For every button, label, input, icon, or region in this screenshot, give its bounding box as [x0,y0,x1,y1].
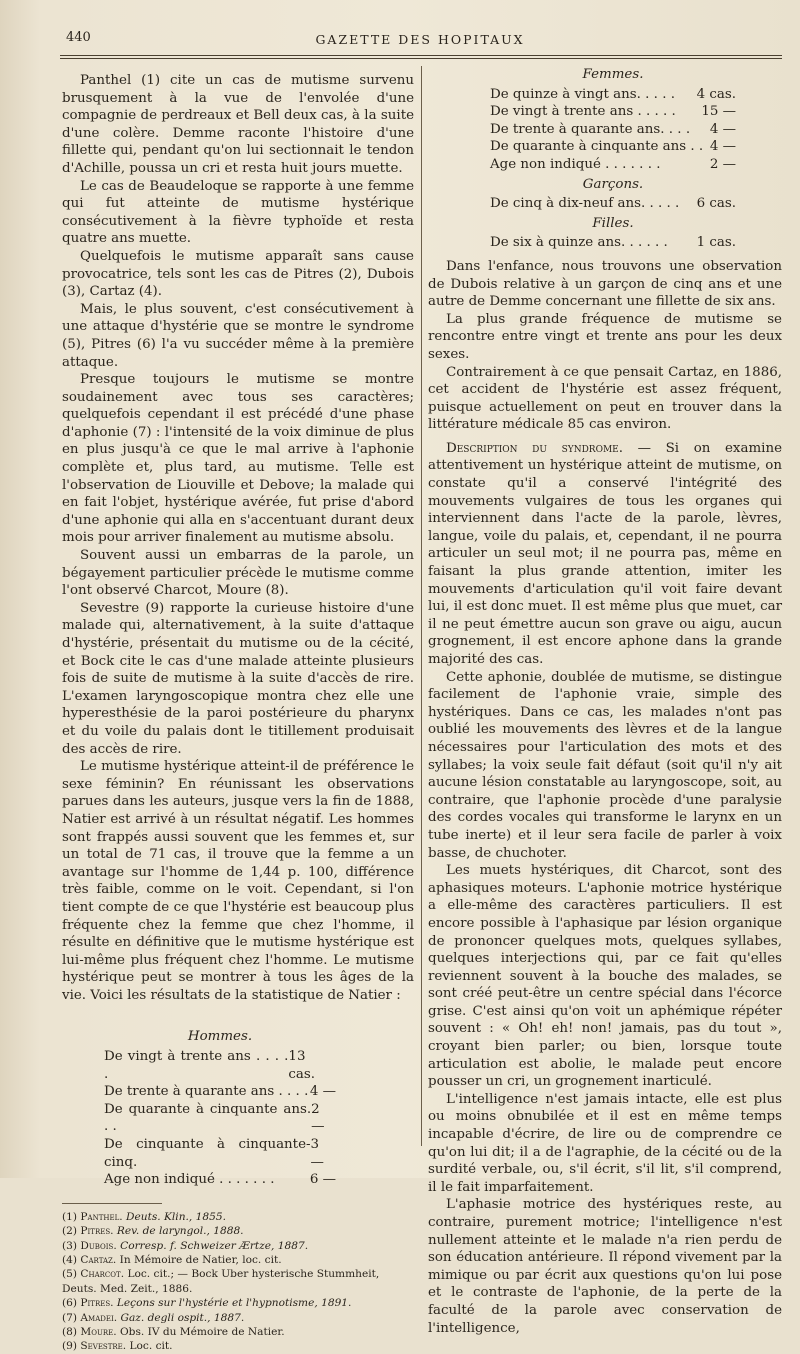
table-row [490,103,736,121]
row-label: De cinquante à cinquante-cinq. [104,1137,311,1170]
row-value: 4 — [709,139,736,155]
header-rule [60,55,782,56]
row-label: De vingt à trente ans . . . . . [104,1049,289,1082]
section-paragraph [428,440,782,669]
row-value: 4 — [309,1084,336,1100]
table-row [104,1048,336,1083]
footnote: (1) Panthel. Deuts. Klin., 1855. [62,1210,226,1223]
table-femmes [490,66,736,252]
row-label: De quarante à cinquante ans . . [490,139,704,155]
row-value: 6 — [309,1172,336,1188]
footnote: (6) Pitres. Leçons sur l'hystérie et l'hypnotisme, 1891. [62,1297,352,1310]
table-hommes [104,1028,336,1188]
row-label: De quarante à cinquante ans. . . [104,1101,312,1135]
row-value: 2 — [709,156,736,172]
row-value: 13 cas. [288,1049,316,1082]
paragraph: Mais, le plus souvent, c'est consécutivement à une attaque d'hystérie que se montre le syndrome (5), Pitres (6) l'a vu succéder même à la première attaque. [62,301,414,370]
row-label: Age non indiqué . . . . . . . [104,1172,275,1188]
column-divider [421,66,422,1146]
table-row [490,234,736,252]
paragraph: La plus grande fréquence de mutisme se rencontre entre vingt et trente ans pour les deux sexes. [428,311,782,362]
table-row [104,1101,336,1136]
footnote: (9) Sevestre. Loc. cit. [62,1340,173,1353]
left-column [62,72,414,1354]
row-label: Age non indiqué . . . . . . . [490,156,661,172]
table-row [490,138,736,156]
footnote: (8) Moure. Obs. IV du Mémoire de Natier. [62,1326,285,1339]
row-value: 3 — [310,1137,324,1170]
footnote: (5) Charcot. Loc. cit.; — Bock Uber hysterische Stummheit, Deuts. Med. Zeit., 1886. [62,1268,380,1295]
footnote: (2) Pitres. Rev. de laryngol., 1888. [62,1225,244,1238]
paragraph: Panthel (1) cite un cas de mutisme survenu brusquement à la vue de l'envolée d'une compagnie de perdreaux et Bell deux cas, à la suite d'une colère. Demme raconte l'histoire d'une fillette qui, pendant qu'on lui sectionnait le tendon d'Achille, poussa un cri et resta huit jours muette. [62,73,414,176]
footnote: (4) Cartaz. In Mémoire de Natier, loc. cit. [62,1254,282,1267]
row-label: De trente à quarante ans. . . . [490,121,691,137]
journal-title: GAZETTE DES HOPITAUX [315,32,525,47]
paragraph: Dans l'enfance, nous trouvons une observation de Dubois relative à un garçon de cinq ans et une autre de Demme concernant une fillette de six ans. [428,258,782,310]
footnote: (3) Dubois. Corresp. f. Schweizer Ærtze, 1887. [62,1239,309,1252]
row-value: 6 cas. [696,196,736,212]
paragraph: L'aphasie motrice des hystériques reste, au contraire, purement motrice; l'intelligence n'est nullement atteinte et le malade n'a rien perdu de son éducation antérieure. Il répond vivement par la mimique ou par écrit aux questions qu'on lui pose et le contraste de l'aphonie, de la perte de la faculté de la parole avec conservation de l'intelligence, [428,1197,782,1336]
row-value: 2 — [311,1101,325,1135]
row-value: 4 cas. [696,86,736,102]
page-number: 440 [66,30,91,45]
table-row [104,1136,336,1171]
table-heading: Hommes. [187,1029,253,1045]
paragraph: Cette aphonie, doublée de mutisme, se distingue facilement de l'aphonie vraie, simple des hystériques. Dans ce cas, les malades n'ont pas oublié les mouvements des lèvres et de la langue nécessaires pour l'articulation des mots et des syllabes; la voix seule fait défaut (soit qu'il n'y ait aucune lésion constatable au laryngoscope, soit, au contraire, que l'aphonie procède d'une paralysie des cordes vocales qui transforme le larynx en un tube inerte) et il leur sera facile de parler à voix basse, de chuchoter. [428,669,782,861]
footnote-rule [62,1203,162,1204]
table-heading: Filles. [592,215,634,231]
row-label: De six à quinze ans. . . . . . [490,235,668,251]
footnote: (7) Amadei. Gaz. degli ospit., 1887. [62,1311,245,1324]
paragraph: Souvent aussi un embarras de la parole, un bégayement particulier précède le mutisme comme l'ont observé Charcot, Moure (8). [62,548,414,599]
row-label: De cinq à dix-neuf ans. . . . . [490,196,680,212]
table-row [490,156,736,174]
row-value: 15 — [701,104,736,120]
table-row [104,1083,336,1101]
paragraph: Presque toujours le mutisme se montre soudainement avec tous ses caractères; quelquefois cependant il est précédé d'une phase d'aphonie (7) : l'intensité de la voix diminue de plus en plus jusqu'à ce que le mal arrive à l'aphonie complète et, plus tard, au mutisme. Telle est l'observation de Liouville et Debove; la malade qui en fait l'objet, hystérique avérée, fut prise d'abord d'une aphonie qui alla en s'accentuant durant deux mois pour arriver finalement au mutisme absolu. [62,372,414,546]
row-value: 4 — [709,121,736,137]
right-column [428,67,782,1337]
table-row [104,1171,336,1189]
table-row [490,86,736,104]
paragraph: Le cas de Beaudeloque se rapporte à une femme qui fut atteinte de mutisme hystérique consécutivement à la fièvre typhoïde et resta quatre ans muette. [62,178,414,247]
paragraph: Sevestre (9) rapporte la curieuse histoire d'une malade qui, alternativement, à la suite d'attaque d'hystérie, présentait du mutisme ou de la cécité, et Bock cite le cas d'une malade atteinte plusieurs fois de suite de mutisme à la suite d'accès de rire. L'examen laryngoscopique montra chez elle une hyperesthésie de la paroi postérieure du pharynx et du voile du palais dont le titillement produisait des accès de rire. [62,600,414,757]
row-label: De quinze à vingt ans. . . . . [490,86,675,102]
header-rule-2 [60,58,782,59]
row-label: De vingt à trente ans . . . . . [490,104,676,120]
paragraph: L'intelligence n'est jamais intacte, elle est plus ou moins obnubilée et il est en même temps incapable d'écrire, de lire ou de comprendre ce qu'on lui dit; il a de l'agraphie, de la cécité ou de la surdité verbale, ou, s'il écrit, s'il lit, s'il comprend, il le fait imparfaitement. [428,1091,782,1195]
paragraph: Les muets hystériques, dit Charcot, sont des aphasiques moteurs. L'aphonie motrice hystérique a elle-même des caractères particuliers. Il est encore possible à l'aphasique par lésion organique de prononcer quelques mots, quelques syllabes, quelques interjections qui, par ce fait qu'elles reviennent souvent à la bouche des malades, se sont créé peut-être un centre spécial dans l'écorce grise. C'est ainsi qu'on voit un aphémique répéter souvent : « Oh! eh! non! jamais, pas du tout », croyant bien parler; ou bien, lorsque toute articulation est abolie, le malade peut encore pousser un cri, un grognement inarticulé. [428,863,782,1090]
table-heading: Garçons. [582,176,644,192]
table-row [490,195,736,213]
table-row [490,121,736,139]
paragraph: Quelquefois le mutisme apparaît sans cause provocatrice, tels sont les cas de Pitres (2), Dubois (3), Cartaz (4). [62,248,414,300]
table-heading: Femmes. [582,67,644,82]
row-label: De trente à quarante ans . . . . [104,1084,309,1100]
page-header [60,30,780,54]
paragraph: Le mutisme hystérique atteint-il de préférence le sexe féminin? En réunissant les observations parues dans les auteurs, jusque vers la fin de 1888, Natier est arrivé à un résultat négatif. Les hommes sont frappés aussi souvent que les femmes et, sur un total de 71 cas, il trouve que la femme a un avantage sur l'homme de 1,44 p. 100, différence très faible, comme on le voit. Cependant, si l'on tient compte de ce que l'hystérie est beaucoup plus fréquente chez la femme que chez l'homme, il résulte en définitive que le mutisme hystérique est lui-même plus fréquent chez l'homme. Le mutisme hystérique peut se montrer à tous les âges de la vie. Voici les résultats de la statistique de Natier : [62,759,414,1003]
paragraph: Contrairement à ce que pensait Cartaz, en 1886, cet accident de l'hystérie est assez fréquent, puisque actuellement on peut en trouver dans la littérature médicale 85 cas environ. [428,364,782,433]
section-heading: Description du syndrome. [446,440,623,456]
section-text: — Si on examine attentivement un hystérique atteint de mutisme, on constate qu'il a conservé l'intégrité des mouvements vulgaires de tous les organes qui interviennent dans l'acte de la parole, lèvres, langue, voile du palais, et, cependant, il ne pourra articuler un seul mot; il ne pourra pas, même en faisant la plus grande attention, imiter les mouvements d'articulation qu'il voit faire devant lui, il est donc muet. Il est même plus que muet, car il ne peut émettre aucun son grave ou aigu, aucun grognement, il est encore aphone dans la grande majorité des cas. [428,440,782,667]
row-value: 1 cas. [696,235,736,251]
footnotes [62,1210,414,1354]
